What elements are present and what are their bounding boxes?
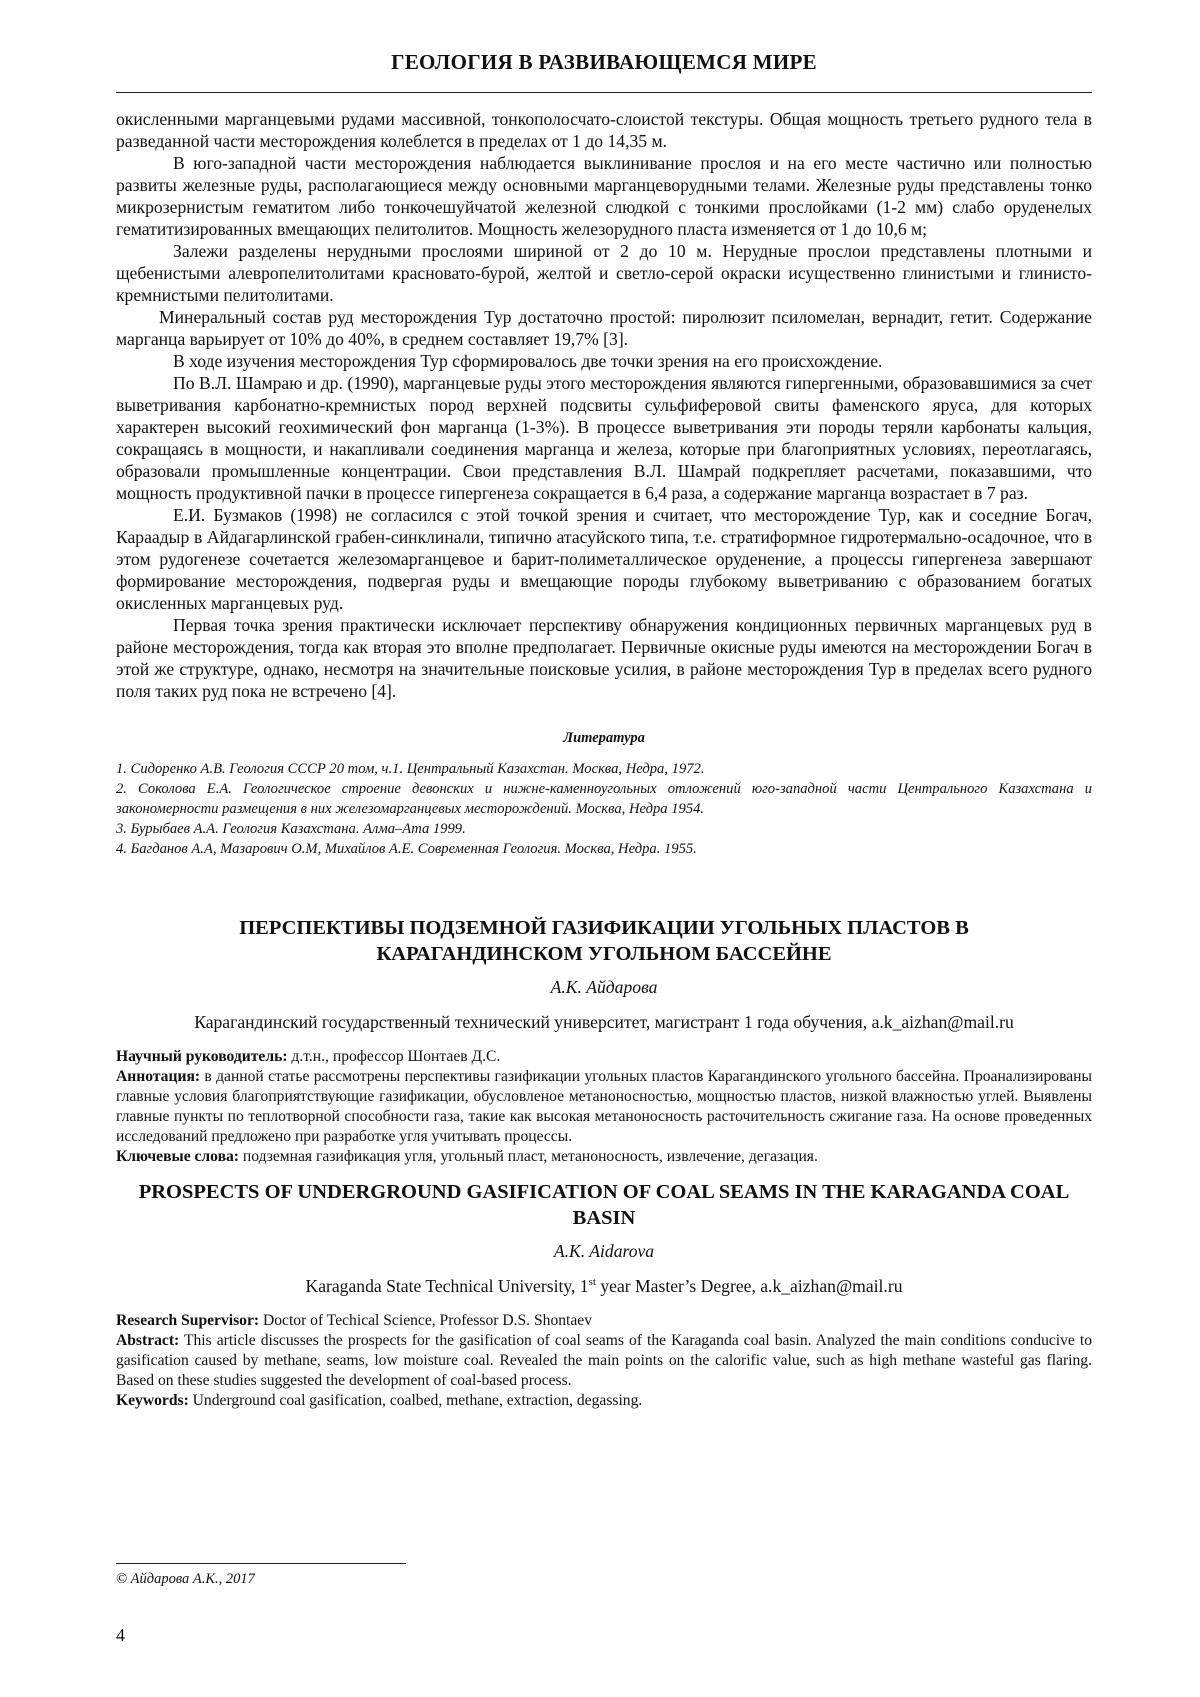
article-meta-ru	[116, 1047, 1092, 1167]
keywords-ru	[116, 1147, 1092, 1167]
affiliation-en	[116, 1276, 1092, 1297]
keywords-en	[116, 1391, 1092, 1411]
body-paragraph: Залежи разделены нерудными прослоями шириной от 2 до 10 м. Нерудные прослои представлены плотными и щебенистыми алевропелитолитами красновато-бурой, желтой и светло-серой окраски исущественно глинистыми и глинисто-кремнистыми пелитолитами.	[116, 241, 1092, 305]
article-ru	[116, 915, 1092, 1167]
supervisor-en	[116, 1311, 1092, 1331]
supervisor-value: д.т.н., профессор Шонтаев Д.С.	[287, 1048, 501, 1065]
article-title-ru: ПЕРСПЕКТИВЫ ПОДЗЕМНОЙ ГАЗИФИКАЦИИ УГОЛЬНЫХ ПЛАСТОВ В КАРАГАНДИНСКОМ УГОЛЬНОМ БАССЕЙНЕ	[239, 917, 969, 965]
body-paragraph: В ходе изучения месторождения Тур сформировалось две точки зрения на его происхождение.	[173, 351, 883, 371]
keywords-label: Ключевые слова:	[116, 1148, 239, 1165]
reference-item: 4. Багданов А.А, Мазарович О.М, Михайлов А.Е. Современная Геология. Москва, Недра. 1955.	[116, 841, 697, 857]
supervisor-label: Research Supervisor:	[116, 1312, 260, 1329]
reference-item: 1. Сидоренко А.В. Геология СССР 20 том, ч.1. Центральный Казахстан. Москва, Недра, 1972.	[116, 761, 705, 777]
abstract-label: Аннотация:	[116, 1068, 201, 1085]
page-number: 4	[116, 1625, 125, 1645]
body-text	[116, 108, 1092, 702]
article-en	[116, 1179, 1092, 1411]
body-paragraph: По В.Л. Шамраю и др. (1990), марганцевые руды этого месторождения являются гипергенными, образовавшимися за счет выветривания карбонатно-кремнистых пород верхней подсвиты сульфиферовой свиты фаменского яруса, для которых характерен высокий геохимический фон марганца (1-3%). В процессе выветривания эти породы теряли карбонаты кальция, сокращаясь в мощности, и накапливали соединения марганца и железа, которые при благоприятных условиях, переотлагаясь, образовали промышленные концентрации. Свои представления В.Л. Шамрай подкрепляет расчетами, показавшими, что мощность продуктивной пачки в процессе гипергенеза сокращается в 6,4 раза, а содержание марганца возрастает в 7 раз.	[116, 373, 1092, 503]
body-paragraph: Первая точка зрения практически исключает перспективу обнаружения кондиционных первичных марганцевых руд в районе месторождения, тогда как вторая это вполне предполагает. Первичные окисные руды имеются на месторождении Богач в этой же структуре, однако, несмотря на значительные поисковые усилия, в районе месторождения Тур в пределах всего рудного поля таких руд пока не встречено [4].	[116, 615, 1092, 701]
supervisor-label: Научный руководитель:	[116, 1048, 288, 1065]
reference-item: 2. Соколова Е.А. Геологическое строение девонских и нижне-каменноугольных отложений юго-западной части Центрального Казахстана и закономерности размещения в них железомарганцевых месторождений. Москва, Недра 1954.	[116, 781, 1092, 817]
abstract-label: Abstract:	[116, 1332, 180, 1349]
affiliation-ru: Карагандинский государственный технический университет, магистрант 1 года обучения, a.k_aizhan@mail.ru	[194, 1012, 1014, 1032]
supervisor-value: Doctor of Techical Science, Professor D.S. Shontaev	[259, 1312, 593, 1329]
reference-item: 3. Бурыбаев А.А. Геология Казахстана. Алма–Ата 1999.	[116, 821, 466, 837]
abstract-en	[116, 1331, 1092, 1391]
article-title-en: PROSPECTS OF UNDERGROUND GASIFICATION OF COAL SEAMS IN THE KARAGANDA COAL BASIN	[138, 1181, 1070, 1229]
affiliation-en-text: Karaganda State Technical University, 1	[305, 1276, 589, 1296]
page-content	[116, 108, 1092, 1411]
supervisor-ru	[116, 1047, 1092, 1067]
affiliation-en-rest: year Master’s Degree, a.k_aizhan@mail.ru	[595, 1276, 903, 1296]
keywords-label: Keywords:	[116, 1392, 189, 1409]
author-en: A.K. Aidarova	[553, 1241, 655, 1261]
header-rule	[116, 92, 1092, 93]
keywords-value: Underground coal gasification, coalbed, methane, extraction, degassing.	[188, 1392, 643, 1409]
author-ru: А.К. Айдарова	[550, 977, 658, 997]
body-paragraph: В юго-западной части месторождения наблюдается выклинивание прослоя и на его месте частично или полностью развиты железные руды, располагающиеся между основными марганцеворудными телами. Железные руды представлены тонко микрозернистым гематитом либо тонкочешуйчатой железной слюдкой с тонкими прослойками (1-2 мм) слабо оруденелых гематитизированных вмещающих пелитолитов. Мощность железорудного пласта изменяется от 1 до 10,6 м;	[116, 153, 1092, 239]
abstract-value: в данной статье рассмотрены перспективы газификации угольных пластов Карагандинского угольного бассейна. Проанализированы главные условия благоприятствующие газификации, обусловленое метаноносностью, мощностью пластов, низкой влажностью углей. Выявлены главные пункты по теплотворной способности газа, такие как высокая метаноносность расточительность сжигание газа. На основе проведенных исследований предложено при разработке угля учитывать процессы.	[116, 1068, 1092, 1145]
affiliation-en-superscript: st	[588, 1276, 596, 1289]
body-paragraph: окисленными марганцевыми рудами массивной, тонкополосчато-слоистой текстуры. Общая мощность третьего рудного тела в разведанной части месторождения колеблется в пределах от 1 до 14,35 м.	[116, 109, 1092, 151]
footnote-rule	[116, 1563, 406, 1564]
running-header: ГЕОЛОГИЯ В РАЗВИВАЮЩЕМСЯ МИРЕ	[391, 50, 817, 74]
abstract-value: This article discusses the prospects for the gasification of coal seams of the Karaganda coal basin. Analyzed the main conditions conducive to gasification caused by methane, seams, low moisture coal. Revealed the main points on the calorific value, such as high methane wasteful gas flaring. Based on these studies suggested the development of coal-based process.	[116, 1332, 1092, 1389]
body-paragraph: Е.И. Бузмаков (1998) не согласился с этой точкой зрения и считает, что месторождение Тур, как и соседние Богач, Караадыр в Айдагарлинской грабен-синклинали, типично атасуйского типа, т.е. стратиформное гидротермально-осадочное, что в этом рудогенезе сочетается железомарганцевое и барит-полиметаллическое оруденение, а процессы гипергенеза завершают формирование месторождения, подвергая руды и вмещающие породы глубокому выветриванию с образованием богатых окисленных марганцевых руд.	[116, 505, 1092, 613]
body-paragraph: Минеральный состав руд месторождения Тур достаточно простой: пиролюзит псиломелан, вернадит, гетит. Содержание марганца варьирует от 10% до 40%, в среднем составляет 19,7% [3].	[116, 307, 1092, 349]
abstract-ru	[116, 1067, 1092, 1147]
reference-list	[116, 759, 1092, 859]
literature-heading: Литература	[563, 730, 645, 746]
keywords-value: подземная газификация угля, угольный пласт, метаноносность, извлечение, дегазация.	[239, 1148, 818, 1165]
article-meta-en	[116, 1311, 1092, 1411]
copyright-footnote: © Айдарова А.К., 2017	[116, 1571, 255, 1587]
